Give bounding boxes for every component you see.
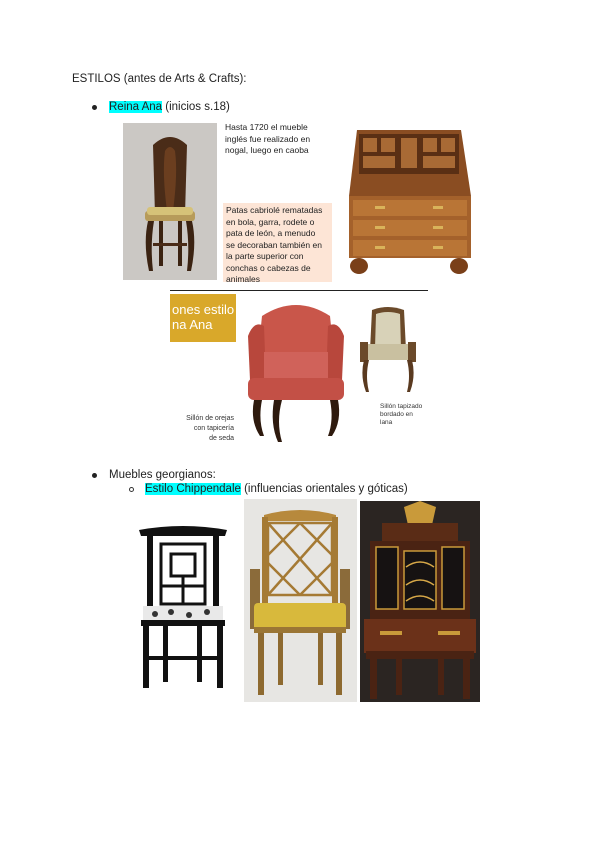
ornate-cabinet-image [360, 501, 480, 702]
note-line: Patas cabriolé rematadas [226, 205, 323, 215]
slide-banner [170, 294, 236, 342]
chippendale-highlight: Estilo Chippendale [145, 483, 241, 495]
wing-chair-image [240, 296, 352, 446]
page-heading: ESTILOS (antes de Arts & Crafts): [72, 73, 247, 85]
queen-anne-chair-image [123, 123, 217, 280]
note-line: inglés fue realizado en [225, 133, 311, 144]
note-line: Hasta 1720 el mueble [225, 122, 308, 132]
note-line: en bola, garra, rodete o [226, 216, 315, 227]
divider [170, 290, 428, 291]
note-line: conchas o cabezas de [226, 262, 311, 273]
banner-line: ones estilo [172, 302, 235, 317]
note-line: la parte superior con [226, 251, 304, 261]
bullet-ring [129, 487, 134, 492]
caption-line: bordado en [380, 411, 413, 418]
bullet-dot [92, 105, 97, 110]
chippendale-rest: (influencias orientales y góticas) [240, 483, 408, 495]
banner-line: na Ana [172, 317, 213, 332]
note-wood-history [225, 122, 310, 157]
note-line: nogal, luego en caoba [225, 145, 309, 155]
caption-line: de seda [209, 435, 234, 442]
note-line: se decoraban también en [226, 239, 322, 250]
reina-ana-rest: (inicios s.18) [162, 101, 230, 113]
caption-line: lana [380, 419, 393, 426]
bullet-dot [92, 473, 97, 478]
caption-armchair [380, 403, 422, 427]
caption-line: Sillón tapizado [380, 403, 423, 410]
note-line: animales [226, 274, 261, 284]
caption-line: con tapicería [193, 425, 234, 432]
black-chippendale-chair-image [133, 524, 233, 692]
reina-ana-highlight: Reina Ana [109, 101, 163, 113]
note-line: pata de león, a menudo [226, 228, 316, 238]
armchair-image [356, 306, 420, 396]
caption-line: Sillón de orejas [186, 415, 234, 422]
note-cabriole-legs [223, 203, 332, 282]
secretary-desk-image [345, 126, 473, 278]
lattice-chair-image [244, 499, 357, 702]
georgianos-label: Muebles georgianos: [109, 469, 216, 481]
reina-ana-line [109, 100, 230, 114]
chippendale-line [145, 482, 408, 496]
caption-wing-chair [178, 414, 234, 444]
